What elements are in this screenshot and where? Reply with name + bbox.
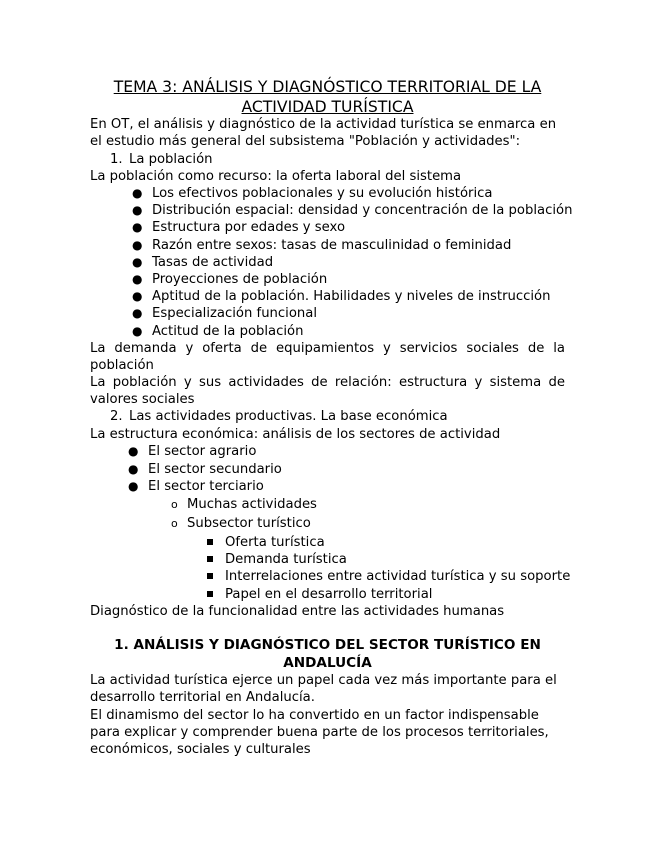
- sector-item-text: El sector secundario: [148, 461, 282, 477]
- sector-item-text: El sector terciario: [148, 479, 264, 494]
- section-1-label: La población: [129, 152, 213, 167]
- section-1-paragraph-2: La población y sus actividades de relación: estructura y sistema de valores sociales: [90, 375, 565, 408]
- bullet-icon: ●: [128, 444, 139, 458]
- section-2-subheading: La estructura económica: análisis de los sectores de actividad: [90, 427, 501, 442]
- bullet-icon: ●: [132, 186, 143, 200]
- section-1-paragraph-1: La demanda y oferta de equipamientos y servicios sociales de la población: [90, 341, 565, 374]
- bullet-icon: ●: [132, 237, 143, 252]
- bullet-icon: [207, 591, 213, 597]
- section-1-subheading: La población como recurso: la oferta laboral del sistema: [90, 169, 462, 184]
- bullet-icon: ●: [128, 461, 139, 476]
- paragraph-activity: La actividad turística ejerce un papel cada vez más importante para el desarrollo territorial en Andalucía.: [90, 673, 557, 706]
- section-2-label: Las actividades productivas. La base económica: [129, 409, 448, 424]
- bullet-icon: ●: [132, 220, 143, 235]
- tourism-item-text: Papel en el desarrollo territorial: [225, 586, 433, 602]
- sector-item-text: El sector agrario: [148, 444, 257, 459]
- population-item-text: Especialización funcional: [152, 306, 317, 322]
- bullet-icon: o: [171, 517, 178, 530]
- tourism-item-text: Oferta turística: [225, 535, 325, 550]
- bullet-icon: ●: [132, 272, 143, 286]
- bullet-icon: ●: [132, 254, 143, 269]
- population-item-text: Aptitud de la población. Habilidades y niveles de instrucción: [152, 289, 551, 305]
- tourism-item-text: Interrelaciones entre actividad turística y su soporte: [225, 569, 571, 585]
- bullet-icon: ●: [132, 323, 143, 338]
- population-item-text: Los efectivos poblacionales y su evolución histórica: [152, 186, 493, 201]
- closing-line: Diagnóstico de la funcionalidad entre las actividades humanas: [90, 604, 505, 619]
- population-item-text: Distribución espacial: densidad y concentración de la población: [152, 203, 573, 219]
- bullet-icon: ●: [132, 306, 143, 321]
- bullet-icon: ●: [132, 203, 143, 218]
- population-item-text: Proyecciones de población: [152, 272, 328, 287]
- bullet-icon: ●: [132, 289, 143, 304]
- population-item-text: Estructura por edades y sexo: [152, 220, 346, 236]
- section-2-heading: [110, 408, 448, 425]
- section-1-number: 1.: [110, 152, 123, 167]
- bullet-icon: [207, 556, 213, 562]
- bullet-icon: [207, 539, 213, 545]
- population-item-text: Actitud de la población: [152, 323, 304, 339]
- tertiary-sub-item-text: Subsector turístico: [187, 516, 311, 531]
- section-1-heading: [110, 151, 213, 168]
- tertiary-sub-item-text: Muchas actividades: [187, 497, 317, 512]
- bullet-icon: o: [171, 498, 178, 511]
- document-title: TEMA 3: ANÁLISIS Y DIAGNÓSTICO TERRITORIAL DE LA ACTIVIDAD TURÍSTICA: [113, 78, 542, 116]
- population-item-text: Razón entre sexos: tasas de masculinidad o feminidad: [152, 237, 512, 253]
- bullet-icon: [207, 573, 213, 579]
- section-heading-andalucia: 1. ANÁLISIS Y DIAGNÓSTICO DEL SECTOR TURÍSTICO EN ANDALUCÍA: [114, 637, 541, 671]
- intro-paragraph: En OT, el análisis y diagnóstico de la actividad turística se enmarca en el estudio más general del subsistema "Población y actividades":: [90, 117, 557, 150]
- tourism-item-text: Demanda turística: [225, 552, 347, 568]
- paragraph-dynamism: El dinamismo del sector lo ha convertido en un factor indispensable para explicar y comprender buena parte de los procesos territoriales, económicos, sociales y culturales: [90, 708, 549, 758]
- population-item-text: Tasas de actividad: [152, 254, 274, 270]
- bullet-icon: ●: [128, 479, 139, 493]
- section-2-number: 2.: [110, 409, 123, 424]
